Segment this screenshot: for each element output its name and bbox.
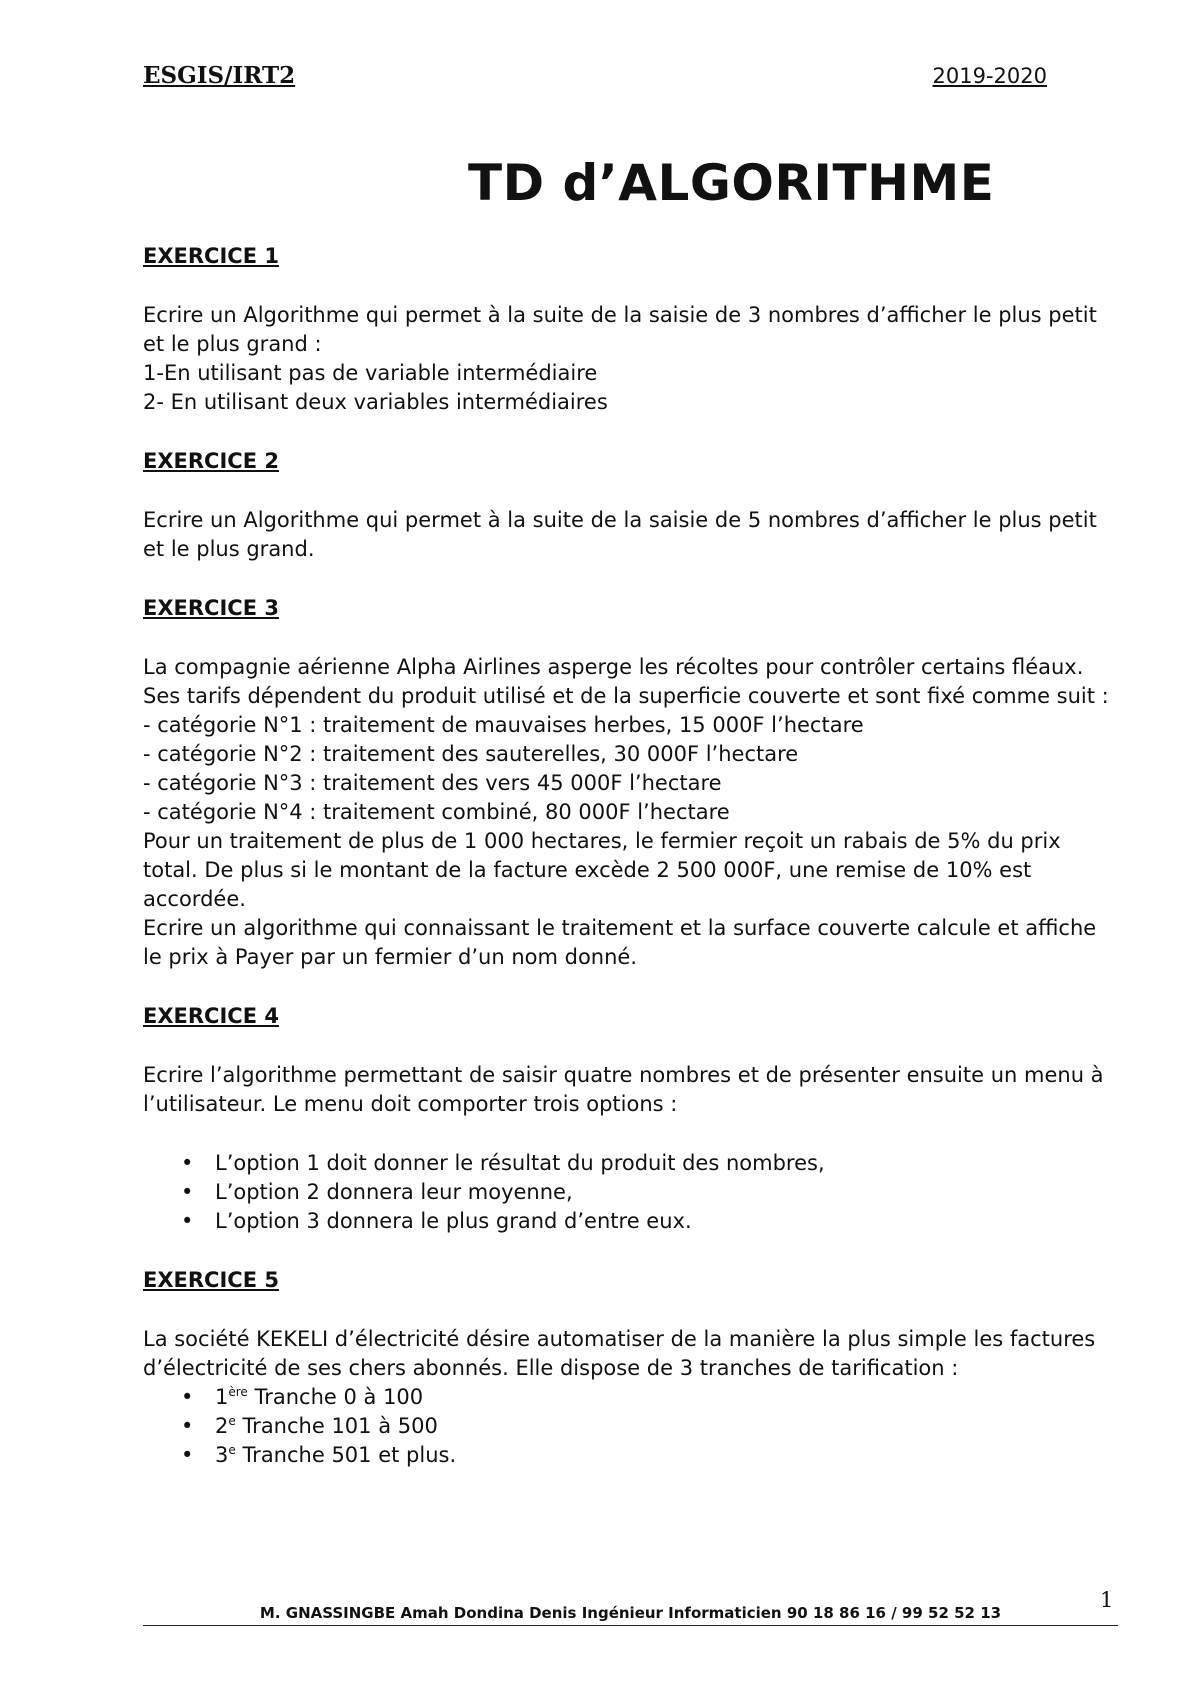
list-item: • 1ère Tranche 0 à 100	[215, 1383, 1118, 1412]
exercise-2-statement: Ecrire un Algorithme qui permet à la suite de la saisie de 5 nombres d’afficher le plus petit et le plus grand.	[143, 508, 1097, 561]
exercise-1-part-2: 2- En utilisant deux variables intermédiaires	[143, 390, 608, 414]
header-year: 2019-2020	[932, 64, 1047, 88]
page-number: 1	[1100, 1588, 1114, 1612]
header-school: ESGIS/IRT2	[143, 62, 296, 89]
bullet-icon: •	[181, 1209, 194, 1233]
exercise-5-tranches-list	[143, 1383, 1118, 1470]
exercise-3-intro: La compagnie aérienne Alpha Airlines asperge les récoltes pour contrôler certains fléaux. Ses tarifs dépendent du produit utilisé et de la superficie couverte et sont fixé comme suit :	[143, 655, 1109, 708]
document-title: TD d’ALGORITHME	[468, 154, 995, 212]
exercise-4-options-list	[143, 1149, 1118, 1236]
exercise-5-statement: La société KEKELI d’électricité désire automatiser de la manière la plus simple les factures d’électricité de ses chers abonnés. Elle dispose de 3 tranches de tarification :	[143, 1327, 1096, 1380]
exercise-5-title: EXERCICE 5	[143, 1268, 279, 1292]
list-item: • 3e Tranche 501 et plus.	[215, 1441, 1118, 1470]
exercise-3-category-4: - catégorie N°4 : traitement combiné, 80 000F l’hectare	[143, 800, 730, 824]
list-item: • L’option 2 donnera leur moyenne,	[215, 1178, 1118, 1207]
page-footer: M. GNASSINGBE Amah Dondina Denis Ingénieur Informaticien 90 18 86 16 / 99 52 52 13	[143, 1604, 1118, 1626]
exercise-3-category-1: - catégorie N°1 : traitement de mauvaises herbes, 15 000F l’hectare	[143, 713, 864, 737]
bullet-icon: •	[181, 1443, 194, 1467]
exercise-4-statement: Ecrire l’algorithme permettant de saisir quatre nombres et de présenter ensuite un menu à l’utilisateur. Le menu doit comporter trois options :	[143, 1063, 1104, 1116]
list-item: • 2e Tranche 101 à 500	[215, 1412, 1118, 1441]
exercise-2-title: EXERCICE 2	[143, 449, 279, 473]
document-body	[143, 242, 1118, 1470]
bullet-icon: •	[181, 1151, 194, 1175]
bullet-icon: •	[181, 1180, 194, 1204]
bullet-icon: •	[181, 1414, 194, 1438]
list-item: • L’option 3 donnera le plus grand d’entre eux.	[215, 1207, 1118, 1236]
exercise-4-title: EXERCICE 4	[143, 1004, 279, 1028]
bullet-icon: •	[181, 1385, 194, 1409]
exercise-1-statement: Ecrire un Algorithme qui permet à la suite de la saisie de 3 nombres d’afficher le plus petit et le plus grand :	[143, 303, 1097, 356]
exercise-1-title: EXERCICE 1	[143, 244, 279, 268]
list-item: • L’option 1 doit donner le résultat du produit des nombres,	[215, 1149, 1118, 1178]
exercise-1-part-1: 1-En utilisant pas de variable intermédiaire	[143, 361, 598, 385]
exercise-3-discount: Pour un traitement de plus de 1 000 hectares, le fermier reçoit un rabais de 5% du prix total. De plus si le montant de la facture excède 2 500 000F, une remise de 10% est accordée.	[143, 829, 1061, 911]
exercise-3-category-3: - catégorie N°3 : traitement des vers 45 000F l’hectare	[143, 771, 722, 795]
exercise-3-category-2: - catégorie N°2 : traitement des sauterelles, 30 000F l’hectare	[143, 742, 799, 766]
exercise-3-title: EXERCICE 3	[143, 596, 279, 620]
exercise-3-task: Ecrire un algorithme qui connaissant le traitement et la surface couverte calcule et affiche le prix à Payer par un fermier d’un nom donné.	[143, 916, 1097, 969]
